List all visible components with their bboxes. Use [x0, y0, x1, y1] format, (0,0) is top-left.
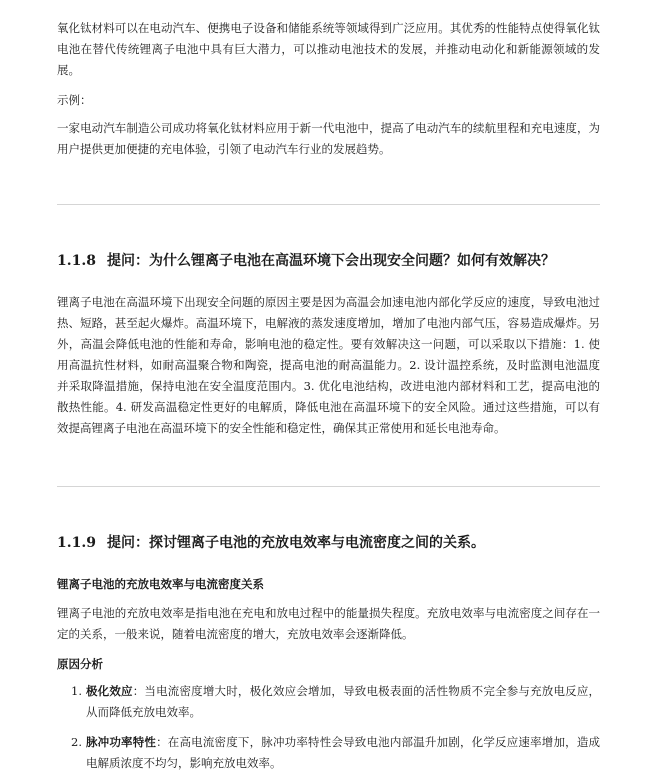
list-item: [57, 681, 600, 723]
list-item-number: 1.: [71, 684, 82, 698]
section-number: 1.1.8: [57, 253, 96, 269]
list-item-term: 极化效应: [86, 684, 133, 698]
section-divider: [57, 486, 600, 487]
list-item-text: ：当电流密度增大时，极化效应会增加，导致电极表面的活性物质不完全参与充放电反应，从而降低充放电效率。: [86, 684, 601, 719]
section-title: 提问：探讨锂离子电池的充放电效率与电流密度之间的关系。: [107, 535, 485, 551]
section-divider: [57, 204, 600, 205]
section-heading-118: [57, 251, 600, 271]
example-paragraph: 一家电动汽车制造公司成功将氧化钛材料应用于新一代电池中，提高了电动汽车的续航里程和充电速度，为用户提供更加便捷的充电体验，引领了电动汽车行业的发展趋势。: [57, 121, 600, 156]
section-119-paragraph: 锂离子电池的充放电效率是指电池在充电和放电过程中的能量损失程度。充放电效率与电流密度之间存在一定的关系，一般来说，随着电流密度的增大，充放电效率会逐渐降低。: [57, 606, 600, 641]
example-label: 示例：: [57, 93, 92, 107]
list-item-text: ：在高电流密度下，脉冲功率特性会导致电池内部温升加剧，化学反应速率增加，造成电解质浓度不均匀，影响充放电效率。: [86, 735, 601, 770]
list-item-number: 2.: [71, 735, 82, 749]
list-item: [57, 732, 600, 774]
reason-list: [57, 681, 600, 783]
list-item-term: 脉冲功率特性: [86, 735, 157, 749]
section-title: 提问：为什么锂离子电池在高温环境下会出现安全问题？如何有效解决？: [107, 253, 555, 269]
section-118-paragraph: 锂离子电池在高温环境下出现安全问题的原因主要是因为高温会加速电池内部化学反应的速度，导致电池过热、短路，甚至起火爆炸。高温环境下，电解液的蒸发速度增加，增加了电池内部气压，容易造成爆炸。另外，高温会降低电池的性能和寿命，影响电池的稳定性。要有效解决这一问题，可以采取以下措施：1. 使用高温抗性材料，如耐高温聚合物和陶瓷，提高电池的耐高温能力。2. 设计温控系统，及时监测电池温度并采取降温措施，保持电池在安全温度范围内。3. 优化电池结构，改进电池内部材料和工艺，提高电池的散热性能。4. 研发高温稳定性更好的电解质，降低电池在高温环境下的安全风险。通过这些措施，可以有效提高锂离子电池在高温环境下的安全性能和稳定性，确保其正常使用和延长电池寿命。: [57, 295, 600, 435]
intro-paragraph: 氧化钛材料可以在电动汽车、便携电子设备和储能系统等领域得到广泛应用。其优秀的性能特点使得氧化钛电池在替代传统锂离子电池中具有巨大潜力，可以推动电池技术的发展，并推动电动化和新能源领域的发展。: [57, 21, 600, 77]
section-heading-119: [57, 533, 600, 553]
subheading-reason: 原因分析: [57, 657, 103, 671]
subheading-relation: 锂离子电池的充放电效率与电流密度关系: [57, 577, 264, 591]
section-number: 1.1.9: [57, 535, 96, 551]
